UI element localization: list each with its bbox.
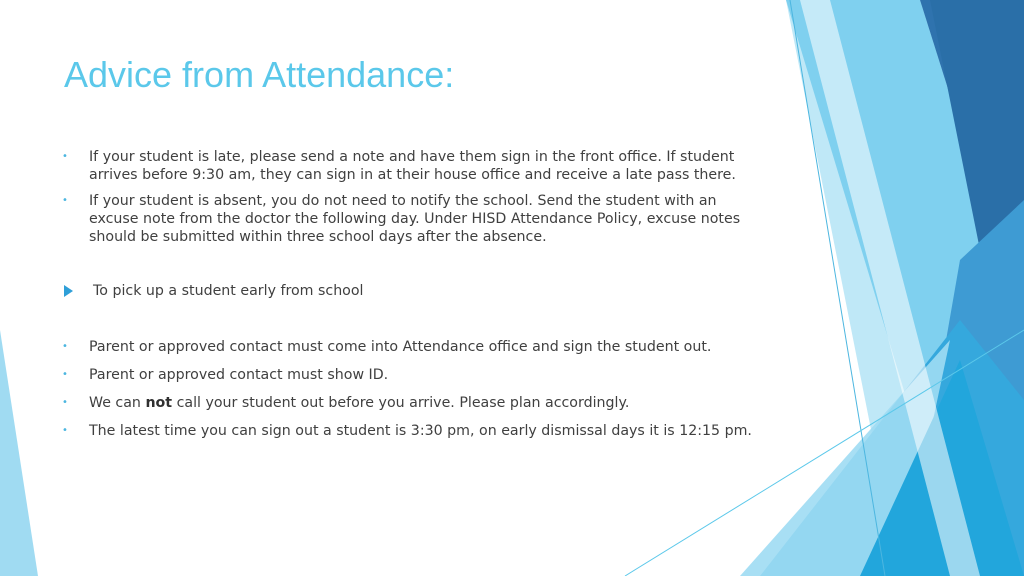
emphasis-after: call your student out before you arrive. Please plan accordingly. xyxy=(172,395,630,411)
list-item xyxy=(62,148,762,184)
slide-body xyxy=(62,148,762,440)
bullet-dot: • xyxy=(62,151,68,162)
list-item-text: If your student is absent, you do not need to notify the school. Send the student with an excuse note from the doctor the following day. Under HISD Attendance Policy, excuse notes should be submitted within three school days after the absence. xyxy=(89,193,741,245)
list-item-text xyxy=(89,395,629,411)
bullet-dot: • xyxy=(62,397,68,408)
list-item-text: Parent or approved contact must show ID. xyxy=(89,367,389,383)
emphasis-before: We can xyxy=(89,395,146,411)
list-item xyxy=(62,422,762,440)
list-item xyxy=(62,394,762,412)
bullet-dot: • xyxy=(62,195,68,206)
bullet-dot: • xyxy=(62,341,68,352)
left-edge-sliver xyxy=(0,330,38,576)
arrow-bullet-icon xyxy=(64,285,73,297)
list-item xyxy=(62,366,762,384)
list-item-text: The latest time you can sign out a student is 3:30 pm, on early dismissal days it is 12:15 pm. xyxy=(89,423,752,439)
section-heading-item xyxy=(62,282,762,300)
section-heading: To pick up a student early from school xyxy=(93,283,364,299)
bullet-dot: • xyxy=(62,369,68,380)
emphasis-bold: not xyxy=(145,395,173,411)
list-item xyxy=(62,338,762,356)
list-item-text: Parent or approved contact must come into Attendance office and sign the student out. xyxy=(89,339,712,355)
list-item xyxy=(62,192,762,246)
slide-title: Advice from Attendance: xyxy=(64,54,455,95)
list-item-text: If your student is late, please send a note and have them sign in the front office. If student arrives before 9:30 am, they can sign in at their house office and receive a late pass there. xyxy=(89,149,736,183)
bullet-dot: • xyxy=(62,425,68,436)
